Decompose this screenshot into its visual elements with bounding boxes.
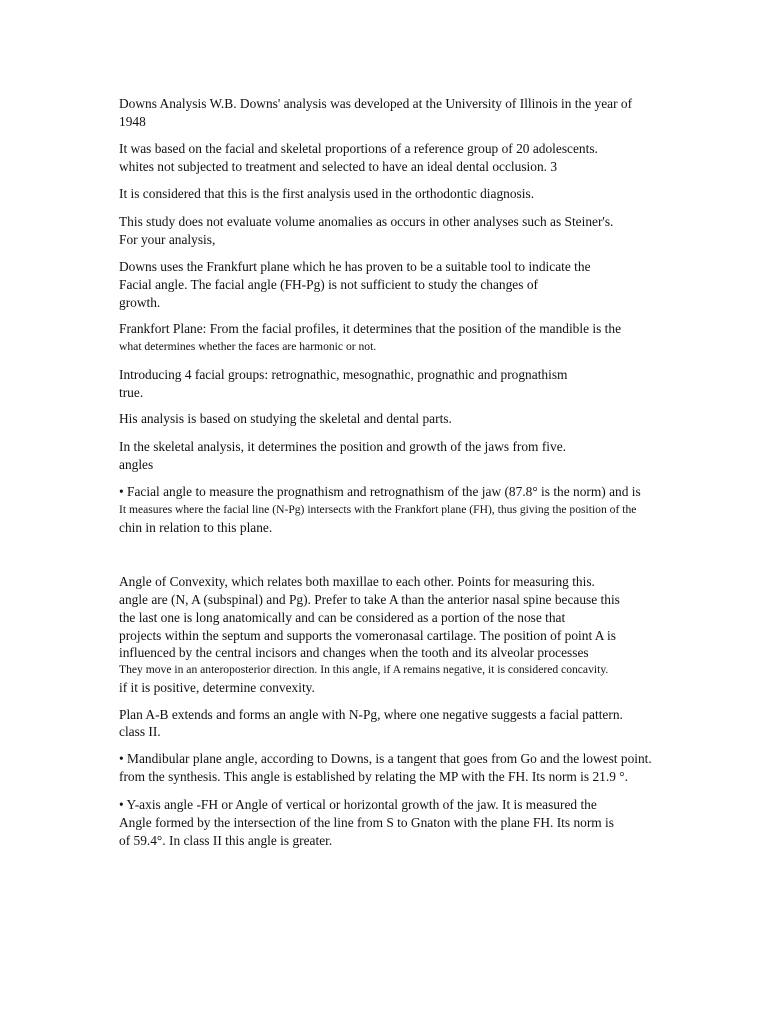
text-line-16: In the skeletal analysis, it determines the position and growth of the jaws from five. — [119, 439, 566, 454]
text-line-19: It measures where the facial line (N-Pg) intersects with the Frankfort plane (FH), thus giving the position of the — [119, 503, 637, 516]
text-line-20: chin in relation to this plane. — [119, 520, 273, 535]
text-line-27: if it is positive, determine convexity. — [119, 680, 315, 695]
text-line-18: • Facial angle to measure the prognathism and retrognathism of the jaw (87.8° is the norm) and is — [119, 484, 641, 499]
text-line-2: 1948 — [119, 114, 146, 129]
text-line-6: This study does not evaluate volume anomalies as occurs in other analyses such as Steiner's. — [119, 214, 614, 229]
text-line-22: angle are (N, A (subspinal) and Pg). Prefer to take A than the anterior nasal spine because this — [119, 592, 620, 607]
text-line-24: projects within the septum and supports the vomeronasal cartilage. The position of point A is — [119, 628, 616, 643]
text-line-11: Frankfort Plane: From the facial profiles, it determines that the position of the mandible is the — [119, 321, 622, 336]
text-line-23: the last one is long anatomically and can be considered as a portion of the nose that — [119, 610, 566, 625]
text-line-9: Facial angle. The facial angle (FH-Pg) is not sufficient to study the changes of — [119, 277, 538, 292]
text-line-14: true. — [119, 385, 144, 400]
text-line-34: of 59.4°. In class II this angle is greater. — [119, 833, 333, 848]
text-line-7: For your analysis, — [119, 232, 216, 247]
text-line-26: They move in an anteroposterior direction. In this angle, if A remains negative, it is considered concavity. — [119, 663, 609, 676]
text-line-4: whites not subjected to treatment and selected to have an ideal dental occlusion. 3 — [119, 159, 558, 174]
text-line-1: Downs Analysis W.B. Downs' analysis was developed at the University of Illinois in the year of — [119, 96, 633, 111]
text-line-17: angles — [119, 457, 154, 472]
text-line-12: what determines whether the faces are harmonic or not. — [119, 340, 377, 353]
text-line-3: It was based on the facial and skeletal proportions of a reference group of 20 adolescents. — [119, 141, 598, 156]
text-line-29: class II. — [119, 724, 161, 739]
text-line-15: His analysis is based on studying the skeletal and dental parts. — [119, 411, 452, 426]
text-line-10: growth. — [119, 295, 161, 310]
text-line-21: Angle of Convexity, which relates both maxillae to each other. Points for measuring this. — [119, 574, 595, 589]
text-line-30: • Mandibular plane angle, according to Downs, is a tangent that goes from Go and the lowest point. — [119, 751, 652, 766]
text-line-5: It is considered that this is the first analysis used in the orthodontic diagnosis. — [119, 186, 535, 201]
text-line-32: • Y-axis angle -FH or Angle of vertical or horizontal growth of the jaw. It is measured the — [119, 797, 597, 812]
text-line-33: Angle formed by the intersection of the line from S to Gnaton with the plane FH. Its norm is — [119, 815, 614, 830]
text-line-28: Plan A-B extends and forms an angle with N-Pg, where one negative suggests a facial pattern. — [119, 707, 623, 722]
text-line-13: Introducing 4 facial groups: retrognathic, mesognathic, prognathic and prognathism — [119, 367, 568, 382]
text-line-31: from the synthesis. This angle is established by relating the MP with the FH. Its norm is 21.9 °. — [119, 769, 628, 784]
text-line-8: Downs uses the Frankfurt plane which he has proven to be a suitable tool to indicate the — [119, 259, 591, 274]
text-line-25: influenced by the central incisors and changes when the tooth and its alveolar processes — [119, 645, 589, 660]
